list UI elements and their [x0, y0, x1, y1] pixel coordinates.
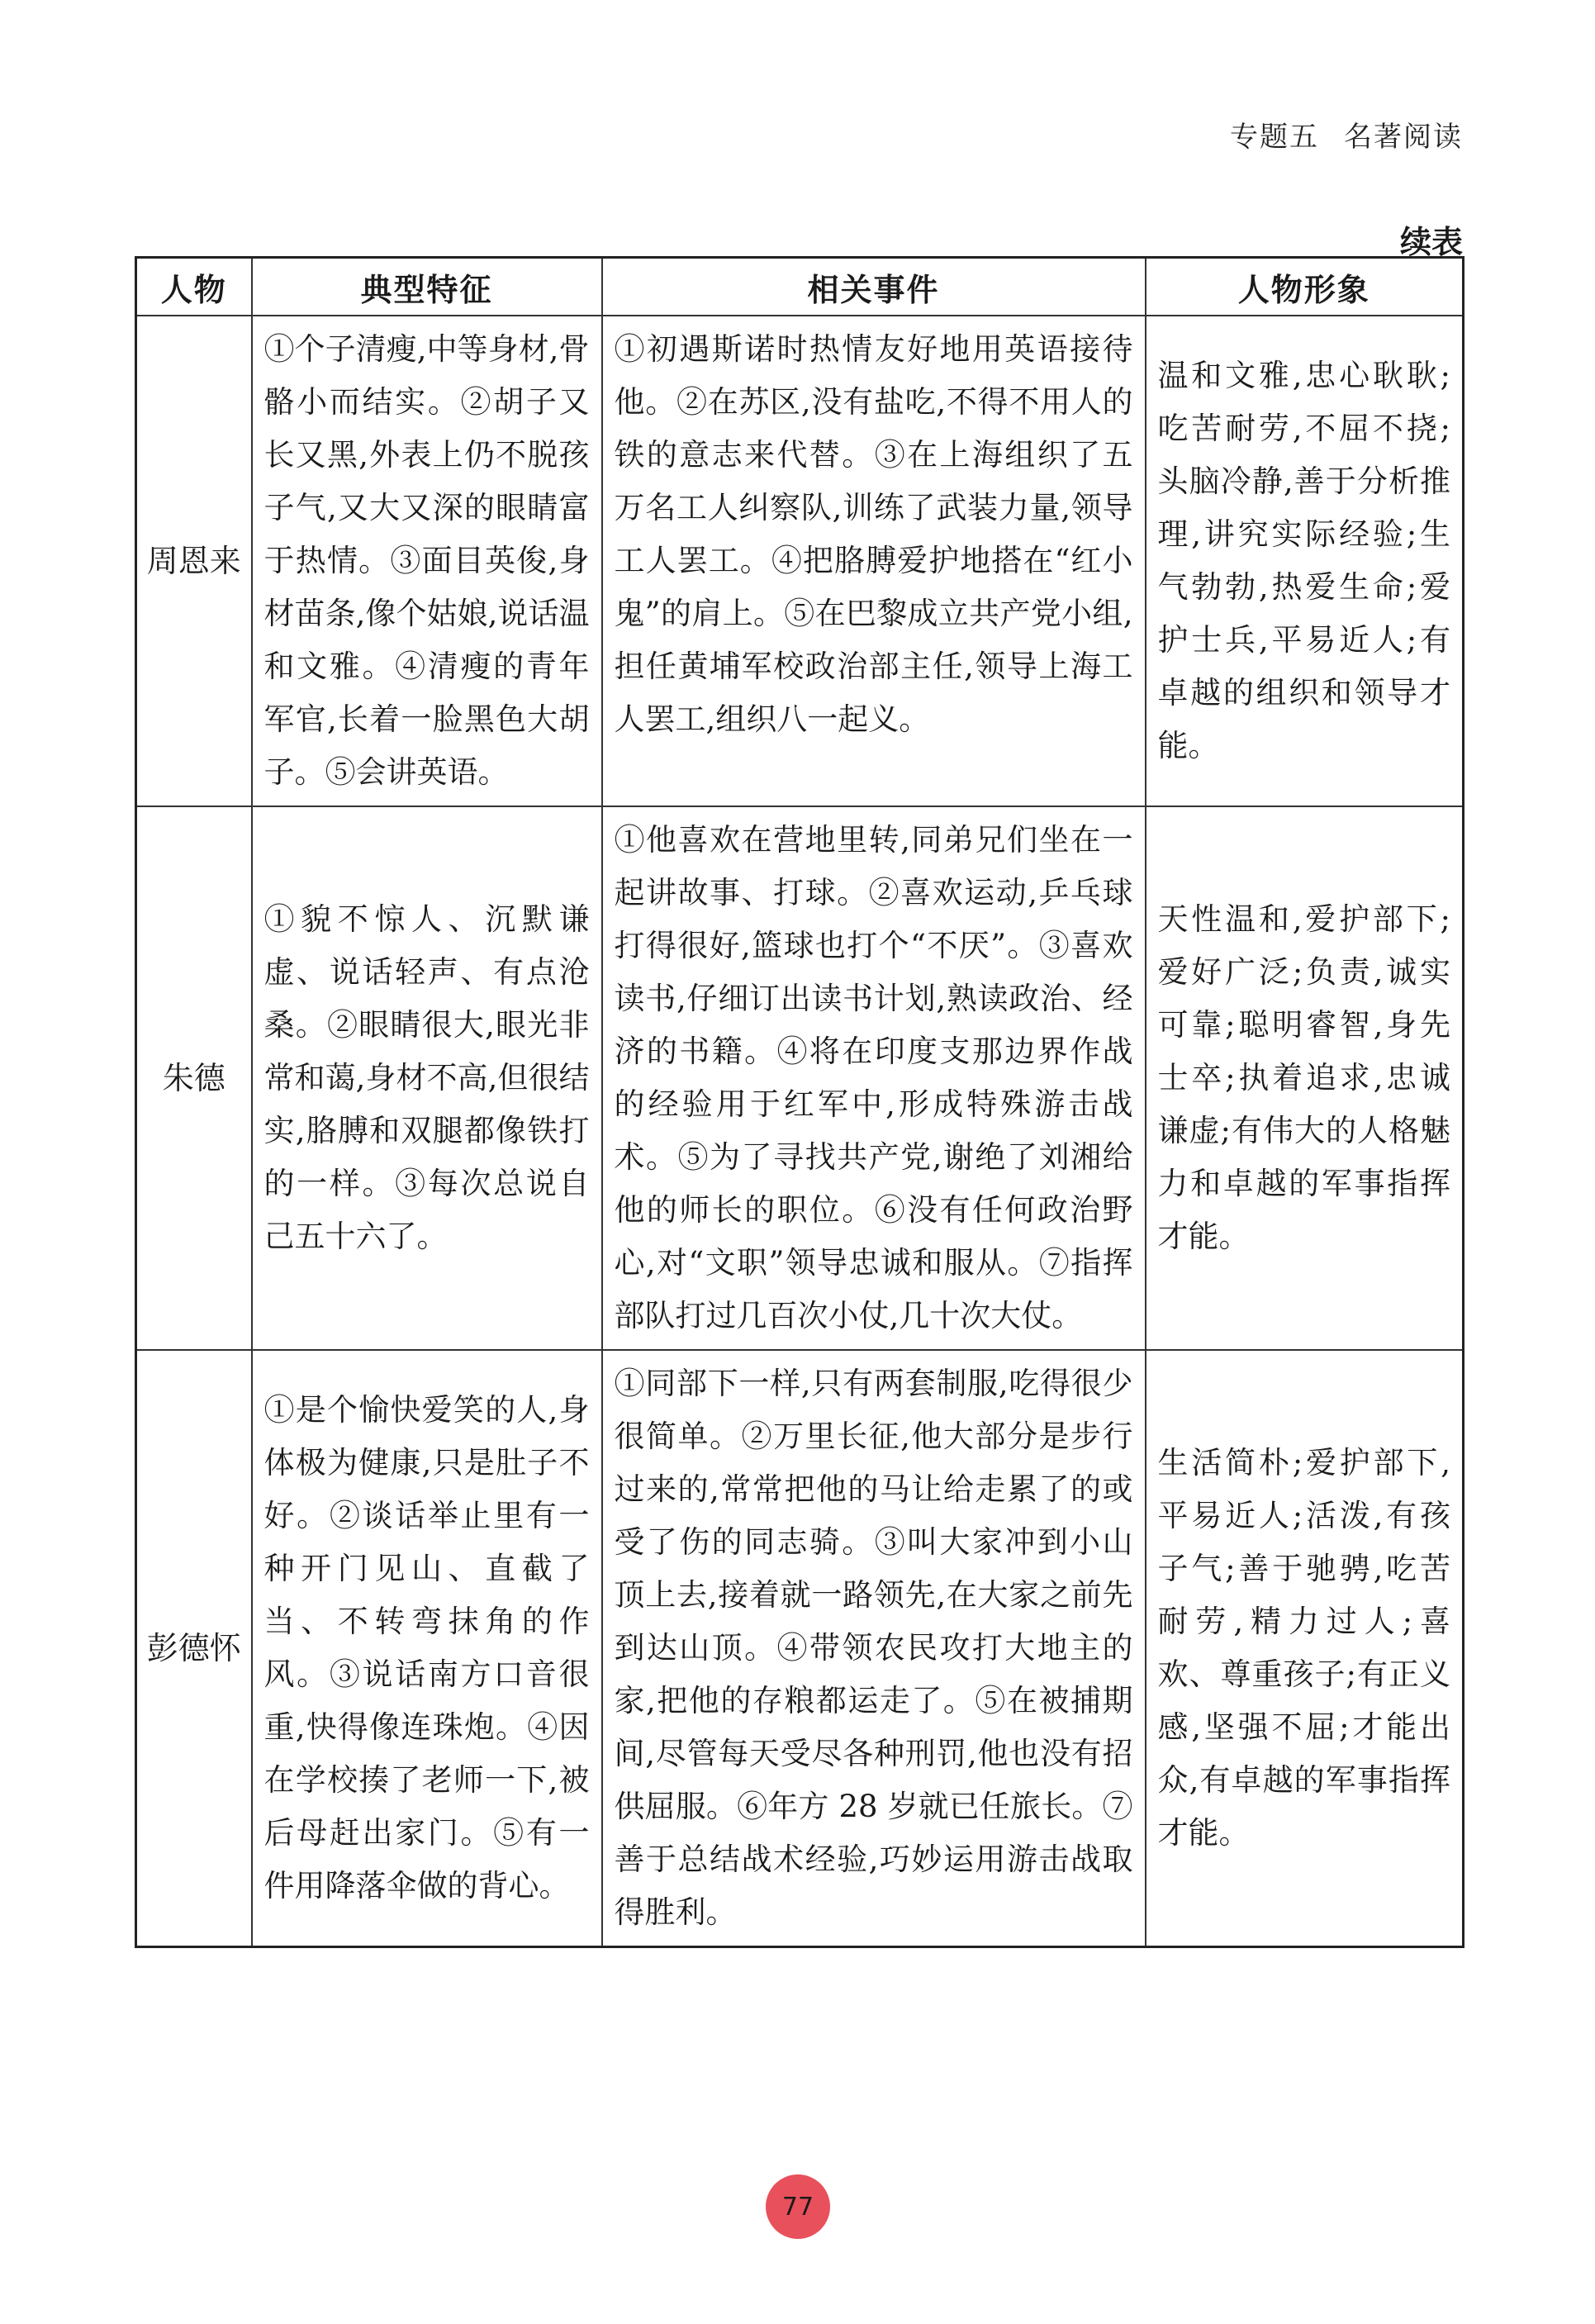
- character-name: 彭德怀: [136, 1350, 252, 1947]
- page-header: [1230, 114, 1463, 154]
- character-name: 周恩来: [136, 316, 252, 806]
- header-section: 名著阅读: [1344, 121, 1463, 154]
- column-header-events: 相关事件: [602, 258, 1146, 316]
- table-row: [136, 806, 1464, 1350]
- table-caption: 续表: [1399, 224, 1463, 260]
- page-number-badge: 77: [766, 2174, 830, 2239]
- character-image: 生活简朴;爱护部下,平易近人;活泼,有孩子气;善于驰骋,吃苦耐劳,精力过人;喜欢、尊重孩子;有正义感,坚强不屈;才能出众,有卓越的军事指挥才能。: [1146, 1350, 1464, 1947]
- related-events: ①初遇斯诺时热情友好地用英语接待他。②在苏区,没有盐吃,不得不用人的铁的意志来代替。③在上海组织了五万名工人纠察队,训练了武装力量,领导工人罢工。④把胳膊爱护地搭在“红小鬼”的肩上。⑤在巴黎成立共产党小组,担任黄埔军校政治部主任,领导上海工人罢工,组织八一起义。: [602, 316, 1146, 806]
- related-events: ①他喜欢在营地里转,同弟兄们坐在一起讲故事、打球。②喜欢运动,乒乓球打得很好,篮球也打个“不厌”。③喜欢读书,仔细订出读书计划,熟读政治、经济的书籍。④将在印度支那边界作战的经验用于红军中,形成特殊游击战术。⑤为了寻找共产党,谢绝了刘湘给他的师长的职位。⑥没有任何政治野心,对“文职”领导忠诚和服从。⑦指挥部队打过几百次小仗,几十次大仗。: [602, 806, 1146, 1350]
- table-row: [136, 1350, 1464, 1947]
- character-name: 朱德: [136, 806, 252, 1350]
- column-header-features: 典型特征: [252, 258, 602, 316]
- typical-features: ①貌不惊人、沉默谦虚、说话轻声、有点沧桑。②眼睛很大,眼光非常和蔼,身材不高,但很结实,胳膊和双腿都像铁打的一样。③每次总说自己五十六了。: [252, 806, 602, 1350]
- header-topic: 专题五: [1230, 121, 1319, 154]
- related-events: ①同部下一样,只有两套制服,吃得很少很简单。②万里长征,他大部分是步行过来的,常常把他的马让给走累了的或受了伤的同志骑。③叫大家冲到小山顶上去,接着就一路领先,在大家之前先到达山顶。④带领农民攻打大地主的家,把他的存粮都运走了。⑤在被捕期间,尽管每天受尽各种刑罚,他也没有招供屈服。⑥年方 28 岁就已任旅长。⑦善于总结战术经验,巧妙运用游击战取得胜利。: [602, 1350, 1146, 1947]
- character-table: [135, 256, 1464, 1948]
- column-header-image: 人物形象: [1146, 258, 1464, 316]
- typical-features: ①个子清瘦,中等身材,骨骼小而结实。②胡子又长又黑,外表上仍不脱孩子气,又大又深的眼睛富于热情。③面目英俊,身材苗条,像个姑娘,说话温和文雅。④清瘦的青年军官,长着一脸黑色大胡子。⑤会讲英语。: [252, 316, 602, 806]
- typical-features: ①是个愉快爱笑的人,身体极为健康,只是肚子不好。②谈话举止里有一种开门见山、直截了当、不转弯抹角的作风。③说话南方口音很重,快得像连珠炮。④因在学校揍了老师一下,被后母赶出家门。⑤有一件用降落伞做的背心。: [252, 1350, 602, 1947]
- character-image: 温和文雅,忠心耿耿;吃苦耐劳,不屈不挠;头脑冷静,善于分析推理,讲究实际经验;生气勃勃,热爱生命;爱护士兵,平易近人;有卓越的组织和领导才能。: [1146, 316, 1464, 806]
- character-image: 天性温和,爱护部下;爱好广泛;负责,诚实可靠;聪明睿智,身先士卒;执着追求,忠诚谦虚;有伟大的人格魅力和卓越的军事指挥才能。: [1146, 806, 1464, 1350]
- column-header-character: 人物: [136, 258, 252, 316]
- table-header-row: [136, 258, 1464, 316]
- table-row: [136, 316, 1464, 806]
